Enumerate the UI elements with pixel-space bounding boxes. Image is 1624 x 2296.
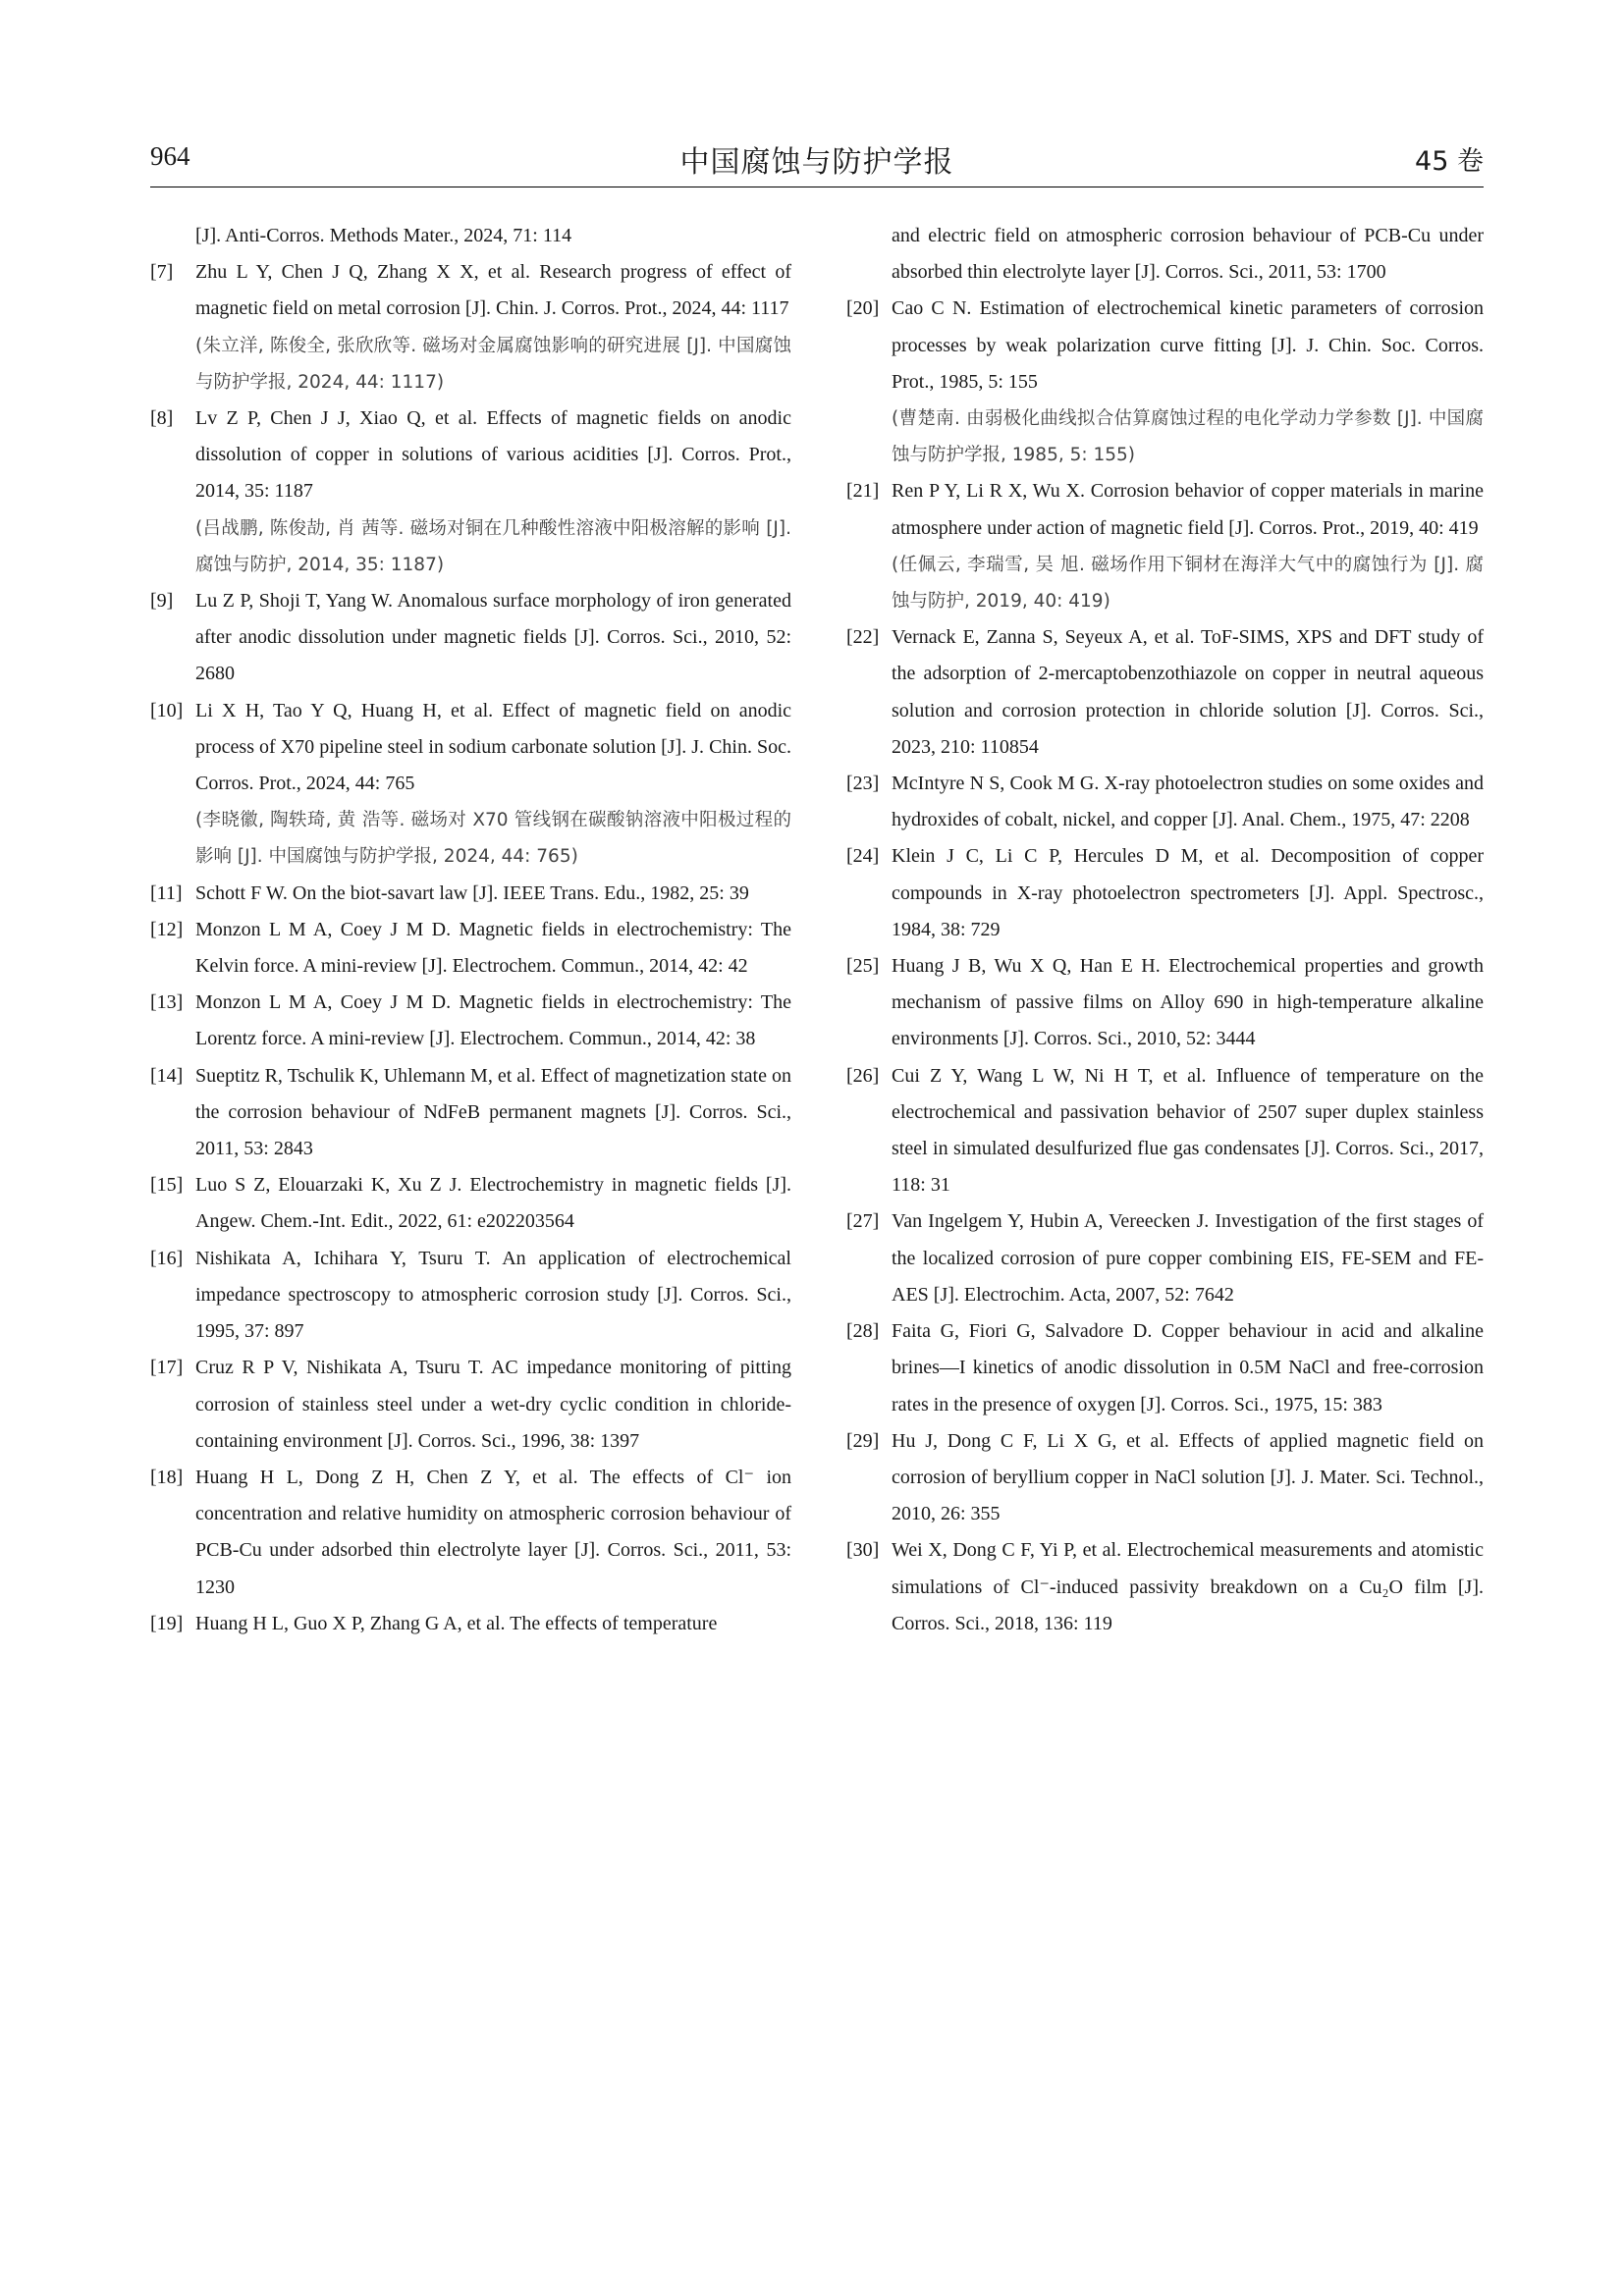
reference-entry [150, 1167, 791, 1240]
reference-number: [15] [150, 1174, 184, 1197]
reference-entry [846, 948, 1484, 1058]
reference-text: Hu J, Dong C F, Li X G, et al. Effects of applied magnetic field on corrosion of beryllium copper in NaCl solution [J]. J. Mater. Sci. Technol., 2010, 26: 355 [892, 1429, 1484, 1525]
reference-text: Schott F W. On the biot-savart law [J]. IEEE Trans. Edu., 1982, 25: 39 [195, 881, 749, 904]
reference-number: [9] [150, 590, 174, 613]
reference-entry [150, 1058, 791, 1168]
page-header [150, 137, 1484, 187]
reference-number: [14] [150, 1064, 184, 1087]
reference-number: [20] [846, 297, 880, 320]
reference-entry [150, 1241, 791, 1351]
reference-entry [150, 254, 791, 400]
reference-text: Wei X, Dong C F, Yi P, et al. Electrochemical measurements and atomistic simulations of Cl⁻-induced passivity breakdown on a Cu₂O film [J]. Corros. Sci., 2018, 136: 119 [892, 1539, 1484, 1634]
reference-number: [26] [846, 1064, 880, 1087]
reference-number: [30] [846, 1539, 880, 1562]
reference-entry [846, 1203, 1484, 1313]
reference-number: [7] [150, 261, 174, 284]
reference-text: Cruz R P V, Nishikata A, Tsuru T. AC impedance monitoring of pitting corrosion of stainless steel under a wet-dry cyclic condition in chloride-containing environment [J]. Corros. Sci., 1996, 38: 1397 [195, 1357, 791, 1452]
reference-text: Klein J C, Li C P, Hercules D M, et al. Decomposition of copper compounds in X-ray photoelectron spectrometers [J]. Appl. Spectrosc., 1984, 38: 729 [892, 845, 1484, 940]
reference-entry [150, 583, 791, 693]
reference-number: [28] [846, 1320, 880, 1343]
reference-text: Cao C N. Estimation of electrochemical kinetic parameters of corrosion processes by weak polarization curve fitting [J]. J. Chin. Soc. Corros. Prot., 1985, 5: 155 [892, 297, 1484, 393]
reference-number: [24] [846, 845, 880, 868]
continued-reference-text: [J]. Anti-Corros. Methods Mater., 2024, 71: 114 [195, 225, 572, 246]
reference-number: [25] [846, 955, 880, 978]
reference-entry [846, 1423, 1484, 1533]
reference-entry [150, 693, 791, 876]
reference-text: Van Ingelgem Y, Hubin A, Vereecken J. Investigation of the first stages of the localized corrosion of pure copper combining EIS, FE-SEM and FE-AES [J]. Electrochim. Acta, 2007, 52: 7642 [892, 1210, 1484, 1306]
reference-text: Huang H L, Dong Z H, Chen Z Y, et al. The effects of Cl⁻ ion concentration and relative humidity on atmospheric corrosion behaviour of PCB-Cu under adsorbed thin electrolyte layer [J]. Corros. Sci., 2011, 53: 1230 [195, 1466, 791, 1598]
reference-number: [22] [846, 626, 880, 649]
reference-entry [150, 400, 791, 583]
reference-text: Vernack E, Zanna S, Seyeux A, et al. ToF-SIMS, XPS and DFT study of the adsorption of 2-mercaptobenzothiazole on copper in neutral aqueous solution and corrosion protection in chloride solution [J]. Corros. Sci., 2023, 210: 110854 [892, 626, 1484, 758]
reference-text: Li X H, Tao Y Q, Huang H, et al. Effect of magnetic field on anodic process of X70 pipeline steel in sodium carbonate solution [J]. J. Chin. Soc. Corros. Prot., 2024, 44: 765 [195, 699, 791, 795]
reference-entry [846, 838, 1484, 948]
reference-chinese-text: (任佩云, 李瑞雪, 吴 旭. 磁场作用下铜材在海洋大气中的腐蚀行为 [J]. 腐蚀与防护, 2019, 40: 419) [892, 554, 1484, 613]
reference-text: Huang J B, Wu X Q, Han E H. Electrochemical properties and growth mechanism of passive films on Alloy 690 in high-temperature alkaline environments [J]. Corros. Sci., 2010, 52: 3444 [892, 955, 1484, 1050]
reference-number: [8] [150, 407, 174, 430]
reference-entry [846, 1313, 1484, 1423]
reference-entry [150, 876, 791, 912]
reference-number: [21] [846, 480, 880, 503]
continued-reference-text: and electric field on atmospheric corrosion behaviour of PCB-Cu under absorbed thin electrolyte layer [J]. Corros. Sci., 2011, 53: 1700 [892, 225, 1484, 284]
reference-chinese-text: (吕战鹏, 陈俊劼, 肖 茜等. 磁场对铜在几种酸性溶液中阳极溶解的影响 [J]. 腐蚀与防护, 2014, 35: 1187) [195, 517, 791, 575]
reference-text: Huang H L, Guo X P, Zhang G A, et al. The effects of temperature [195, 1612, 718, 1634]
reference-text: Sueptitz R, Tschulik K, Uhlemann M, et al. Effect of magnetization state on the corrosion behaviour of NdFeB permanent magnets [J]. Corros. Sci., 2011, 53: 2843 [195, 1064, 791, 1160]
reference-entry [150, 985, 791, 1057]
reference-entry [846, 766, 1484, 838]
reference-text: Lu Z P, Shoji T, Yang W. Anomalous surface morphology of iron generated after anodic dissolution under magnetic fields [J]. Corros. Sci., 2010, 52: 2680 [195, 590, 791, 685]
reference-number: [17] [150, 1357, 184, 1379]
reference-entry [846, 1058, 1484, 1204]
volume-label: 45 卷 [1415, 146, 1484, 177]
reference-number: [23] [846, 773, 880, 795]
reference-number: [10] [150, 699, 184, 721]
reference-number: [12] [150, 918, 184, 940]
right-reference-column [846, 218, 1484, 1642]
reference-entry [846, 291, 1484, 473]
reference-number: [18] [150, 1466, 184, 1488]
reference-chinese-text: (朱立洋, 陈俊全, 张欣欣等. 磁场对金属腐蚀影响的研究进展 [J]. 中国腐蚀与防护学报, 2024, 44: 1117) [195, 335, 791, 393]
reference-entry [150, 1606, 791, 1642]
reference-text: Monzon L M A, Coey J M D. Magnetic fields in electrochemistry: The Kelvin force. A mini-review [J]. Electrochem. Commun., 2014, 42: 42 [195, 918, 791, 978]
reference-number: [29] [846, 1429, 880, 1452]
reference-number: [13] [150, 991, 184, 1014]
reference-text: Luo S Z, Elouarzaki K, Xu Z J. Electrochemistry in magnetic fields [J]. Angew. Chem.-Int. Edit., 2022, 61: e202203564 [195, 1174, 791, 1233]
reference-text: Faita G, Fiori G, Salvadore D. Copper behaviour in acid and alkaline brines—I kinetics of anodic dissolution in 0.5M NaCl and free-corrosion rates in the presence of oxygen [J]. Corros. Sci., 1975, 15: 383 [892, 1320, 1484, 1415]
reference-entry [150, 1350, 791, 1460]
reference-text: Zhu L Y, Chen J Q, Zhang X X, et al. Research progress of effect of magnetic field on metal corrosion [J]. Chin. J. Corros. Prot., 2024, 44: 1117 [195, 261, 791, 320]
reference-entry [846, 473, 1484, 619]
reference-chinese-text: (曹楚南. 由弱极化曲线拟合估算腐蚀过程的电化学动力学参数 [J]. 中国腐蚀与防护学报, 1985, 5: 155) [892, 408, 1484, 466]
reference-text: Nishikata A, Ichihara Y, Tsuru T. An application of electrochemical impedance spectroscopy to atmospheric corrosion study [J]. Corros. Sci., 1995, 37: 897 [195, 1247, 791, 1343]
reference-text: Lv Z P, Chen J J, Xiao Q, et al. Effects of magnetic fields on anodic dissolution of copper in solutions of various acidities [J]. Corros. Prot., 2014, 35: 1187 [195, 407, 791, 503]
page-number: 964 [150, 141, 190, 171]
reference-entry [150, 1460, 791, 1606]
reference-entry [846, 619, 1484, 766]
journal-title: 中国腐蚀与防护学报 [679, 145, 954, 180]
reference-text: Ren P Y, Li R X, Wu X. Corrosion behavior of copper materials in marine atmosphere under action of magnetic field [J]. Corros. Prot., 2019, 40: 419 [892, 480, 1484, 539]
reference-text: McIntyre N S, Cook M G. X-ray photoelectron studies on some oxides and hydroxides of cobalt, nickel, and copper [J]. Anal. Chem., 1975, 47: 2208 [892, 773, 1484, 831]
reference-text: Cui Z Y, Wang L W, Ni H T, et al. Influence of temperature on the electrochemical and passivation behavior of 2507 super duplex stainless steel in simulated desulfurized flue gas condensates [J]. Corros. Sci., 2017, 118: 31 [892, 1064, 1484, 1197]
reference-chinese-text: (李晓徽, 陶轶琦, 黄 浩等. 磁场对 X70 管线钢在碳酸钠溶液中阳极过程的影响 [J]. 中国腐蚀与防护学报, 2024, 44: 765) [195, 810, 791, 868]
reference-entry [846, 1532, 1484, 1642]
reference-text: Monzon L M A, Coey J M D. Magnetic fields in electrochemistry: The Lorentz force. A mini-review [J]. Electrochem. Commun., 2014, 42: 38 [195, 991, 791, 1050]
reference-number: [19] [150, 1612, 184, 1634]
reference-number: [16] [150, 1247, 184, 1269]
left-reference-column [150, 218, 791, 1642]
reference-number: [27] [846, 1210, 880, 1233]
reference-entry [150, 912, 791, 985]
reference-number: [11] [150, 881, 183, 904]
